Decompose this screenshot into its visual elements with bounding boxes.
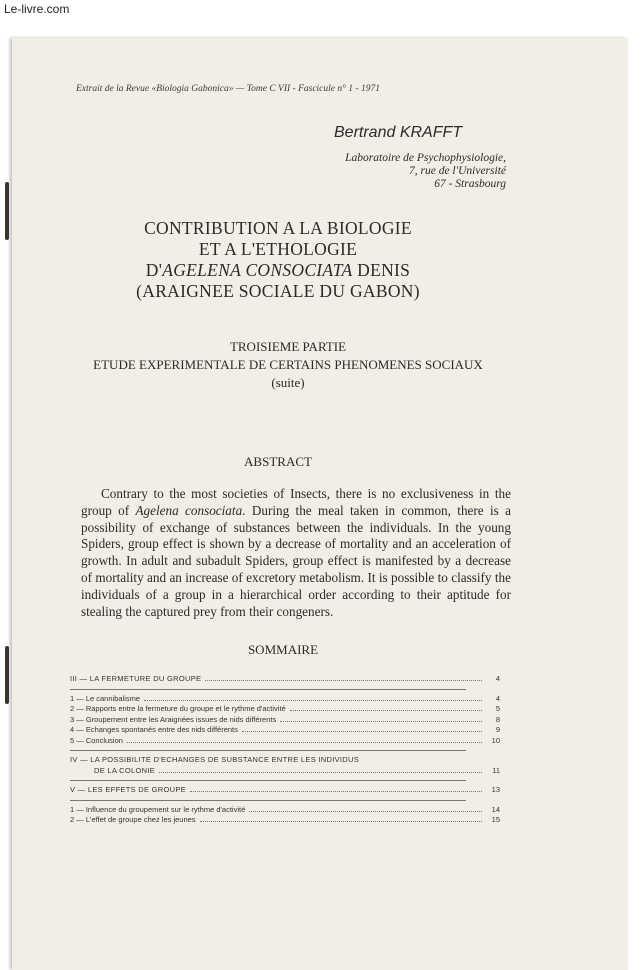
toc-page: 8 bbox=[495, 714, 500, 724]
toc-label: 1 — Influence du groupement sur le rythme d'activité bbox=[70, 804, 246, 814]
toc-leader bbox=[127, 742, 482, 743]
toc-label: 2 — Rapports entre la fermeture du groupe et le rythme d'activité bbox=[70, 704, 286, 713]
toc-label: IV — LA POSSIBILITE D'ECHANGES DE SUBSTANCE ENTRE LES INDIVIDUS bbox=[70, 755, 360, 764]
toc-page: 13 bbox=[491, 785, 500, 794]
toc-label: 4 — Echanges spontanés entre des nids différents bbox=[70, 725, 238, 734]
toc-page: 14 bbox=[491, 804, 500, 814]
title-line: ET A L'ETHOLOGIE bbox=[198, 239, 358, 259]
site-watermark: Le-livre.com bbox=[4, 2, 70, 16]
toc-item bbox=[70, 704, 500, 715]
toc-item bbox=[70, 815, 500, 826]
toc-item bbox=[70, 715, 500, 726]
affiliation-line: 67 - Strasbourg bbox=[434, 178, 506, 190]
toc-divider bbox=[70, 689, 466, 690]
part-subtitle: ETUDE EXPERIMENTALE DE CERTAINS PHENOMENES SOCIAUX bbox=[93, 357, 483, 372]
abstract-heading: ABSTRACT bbox=[244, 454, 312, 469]
toc-page: 5 bbox=[495, 704, 500, 713]
toc-page: 4 bbox=[495, 674, 500, 683]
toc-leader bbox=[249, 811, 482, 812]
abstract-text-after: . During the meal taken in common, there is a possibility of exchange of substances between the individuals. In the young Spiders, group effect is shown by a decrease of mortality and an acceleration of growth. In adult and subadult Spiders, group effect is manifested by a decrease of mortality and an increase of excretory metabolism. It is possible to classify the individuals of a group in a hierarchical order according to their aptitude for stealing the captured prey from their congeners. bbox=[81, 502, 511, 619]
author-affiliation bbox=[296, 152, 506, 191]
toc-leader bbox=[280, 721, 482, 722]
toc-divider bbox=[70, 800, 466, 801]
staple-bottom bbox=[5, 646, 9, 704]
toc-label: 5 — Conclusion bbox=[70, 735, 123, 745]
abstract-text-before: Contrary to the most societies of Insects, there is no exclusiveness in the group of bbox=[81, 486, 511, 518]
toc-section bbox=[70, 755, 500, 766]
journal-reference: Extrait de la Revue «Biologia Gabonica» — Tome C VII - Fascicule n° 1 - 1971 bbox=[76, 84, 380, 94]
part-suite: (suite) bbox=[271, 375, 305, 390]
affiliation-line: Laboratoire de Psychophysiologie, bbox=[345, 152, 506, 164]
toc-label: V — LES EFFETS DE GROUPE bbox=[70, 785, 186, 794]
author-name: Bertrand KRAFFT bbox=[334, 124, 463, 141]
toc-section bbox=[70, 785, 500, 796]
toc-page: 9 bbox=[495, 725, 500, 734]
title-suffix: DENIS bbox=[352, 260, 411, 280]
sommaire-heading: SOMMAIRE bbox=[247, 642, 319, 657]
toc-label: III — LA FERMETURE DU GROUPE bbox=[70, 674, 202, 683]
staple-top bbox=[5, 182, 9, 240]
toc-divider bbox=[70, 750, 466, 751]
toc-item bbox=[70, 805, 500, 816]
toc-leader bbox=[200, 821, 482, 822]
title-prefix: D' bbox=[145, 260, 163, 280]
abstract-body bbox=[81, 486, 511, 620]
toc-divider bbox=[70, 780, 466, 781]
toc-page: 4 bbox=[495, 693, 500, 703]
table-of-contents bbox=[70, 674, 500, 826]
toc-leader bbox=[144, 700, 482, 701]
part-heading bbox=[68, 338, 508, 392]
part-label: TROISIEME PARTIE bbox=[229, 339, 347, 354]
title-line bbox=[108, 260, 448, 281]
toc-leader bbox=[159, 772, 482, 773]
toc-section-continued bbox=[70, 766, 500, 777]
toc-label: 3 — Groupement entre les Araignées issues de nids différents bbox=[70, 714, 277, 724]
toc-page: 10 bbox=[491, 735, 500, 745]
toc-section bbox=[70, 674, 500, 685]
toc-item bbox=[70, 725, 500, 736]
title-line: CONTRIBUTION A LA BIOLOGIE bbox=[144, 218, 412, 238]
toc-leader bbox=[242, 731, 482, 732]
affiliation-line: 7, rue de l'Université bbox=[409, 165, 506, 177]
toc-label: 1 — Le cannibalisme bbox=[70, 693, 141, 703]
article-title bbox=[108, 218, 448, 302]
toc-leader bbox=[290, 710, 482, 711]
toc-page: 15 bbox=[491, 815, 500, 824]
toc-label: 2 — L'effet de groupe chez les jeunes bbox=[70, 815, 196, 824]
toc-page: 11 bbox=[492, 765, 500, 775]
title-line: (ARAIGNEE SOCIALE DU GABON) bbox=[136, 281, 420, 301]
species-name: AGELENA CONSOCIATA bbox=[162, 260, 353, 280]
document-page bbox=[12, 38, 628, 970]
abstract-species: Agelena consociata bbox=[135, 502, 243, 518]
toc-label: DE LA COLONIE bbox=[94, 765, 156, 775]
toc-item bbox=[70, 736, 500, 747]
toc-item bbox=[70, 694, 500, 705]
toc-leader bbox=[190, 791, 482, 792]
toc-leader bbox=[205, 680, 482, 681]
